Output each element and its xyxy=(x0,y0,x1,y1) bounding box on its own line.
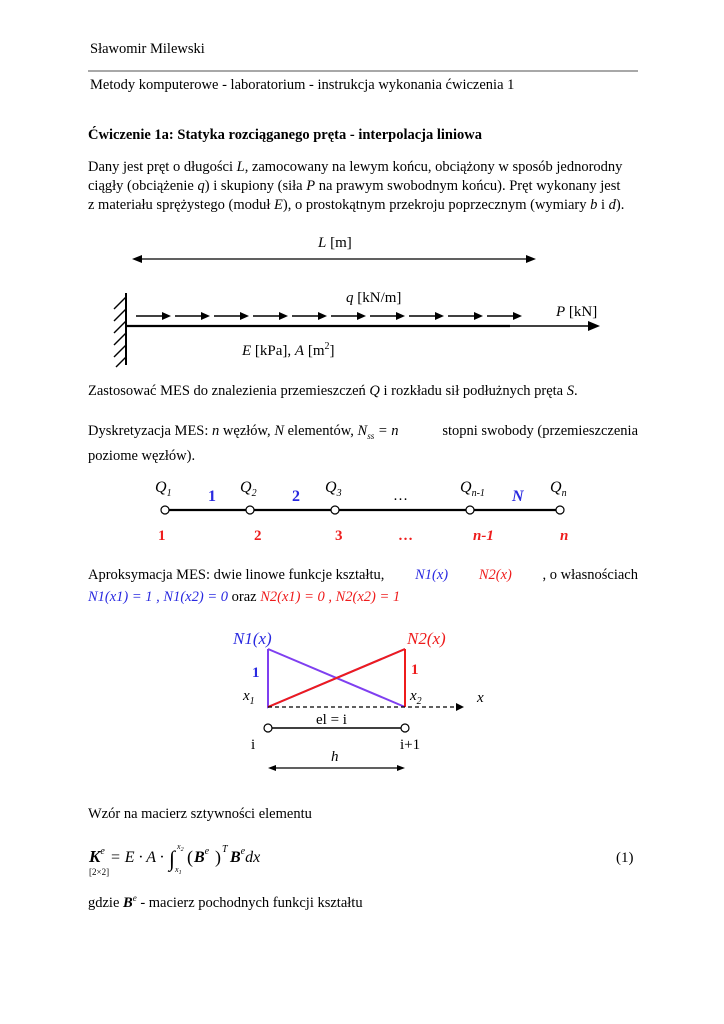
mesh-diagram xyxy=(130,470,600,550)
element-label-2: 2 xyxy=(292,488,300,505)
svg-text:= E · A ·: = E · A · xyxy=(110,849,164,866)
material-label: E [kPa], A $[m^2]$ xyxy=(242,341,335,359)
force-label: P [kN] xyxy=(556,304,598,320)
goal-line: Zastosować MES do znalezienia przemieszczeń Q i rozkładu sił podłużnych pręta S. xyxy=(88,383,578,399)
mesh-node xyxy=(466,506,474,514)
author: Sławomir Milewski xyxy=(90,41,205,57)
discretization-paragraph xyxy=(88,421,638,466)
N1-label: N1(x) xyxy=(415,567,449,583)
approx-line-1: Aproksymacja MES: dwie linowe funkcje kształtu, N1(x) N2(x) , o własnościach xyxy=(88,567,638,583)
node-i1-label: i+1 xyxy=(400,737,421,753)
where-line: gdzie $B^e$ - macierz pochodnych funkcji kształtu xyxy=(88,893,363,911)
support-hatch xyxy=(114,297,126,367)
node-number: … xyxy=(398,528,413,544)
node-number: n-1 xyxy=(473,528,494,544)
svg-text:Be: $B^e$ xyxy=(194,846,210,866)
load-arrowhead xyxy=(279,312,288,320)
mesh-node xyxy=(246,506,254,514)
equation-number: (1) xyxy=(616,850,634,866)
dof-label: $Q_3$ xyxy=(325,479,342,499)
load-label: q [kN/m] xyxy=(346,290,402,306)
intro-paragraph xyxy=(88,158,638,215)
svg-text:Ke: $K^e$ xyxy=(89,846,105,866)
intro-line-1: Dany jest pręt o długości L, zamocowany na lewym końcu, obciążony w sposób jednorodny xyxy=(88,159,623,175)
load-arrowhead xyxy=(474,312,483,320)
x2-label: $x_2$ xyxy=(410,688,422,707)
stiffness-intro: Wzór na macierz sztywności elementu xyxy=(88,806,312,822)
load-arrowhead xyxy=(396,312,405,320)
element-label-N: N xyxy=(512,488,524,505)
svg-text:): ) xyxy=(215,847,221,867)
svg-text:∫: ∫ xyxy=(169,846,176,871)
svg-text:x2: $x_2$ xyxy=(177,842,184,853)
intro-line-2: ciągły (obciążenie q) i skupiony (siła P na prawym swobodnym końcu). Pręt wykonany jest xyxy=(88,178,621,194)
node-number: 1 xyxy=(158,528,166,544)
dof-label: $Q_2$ xyxy=(240,479,257,499)
beam-diagram xyxy=(100,225,640,375)
header-rule xyxy=(88,70,638,72)
N2-label: N2(x) xyxy=(478,567,512,583)
svg-text:T: T xyxy=(222,844,228,855)
node-i-label: i xyxy=(251,737,256,753)
load-arrowhead xyxy=(357,312,366,320)
exercise-title: Ćwiczenie 1a: Statyka rozciąganego pręta - interpolacja liniowa xyxy=(88,127,482,143)
load-arrowhead xyxy=(513,312,522,320)
distributed-load xyxy=(136,312,522,320)
svg-text:Bedx: $B^edx$ xyxy=(230,846,261,866)
approx-line-2: N1(x1) = 1 , N1(x2) = 0 oraz N2(x1) = 0 , N2(x2) = 1 xyxy=(88,589,401,605)
mesh-node xyxy=(331,506,339,514)
node-number: n xyxy=(560,528,569,544)
node-i xyxy=(264,724,272,732)
N2-one: 1 xyxy=(411,662,419,678)
element-label: el = i xyxy=(316,712,347,728)
shape-function-diagram xyxy=(220,620,520,780)
mesh-node xyxy=(556,506,564,514)
svg-text:x1: $x_1$ xyxy=(175,865,182,876)
mesh-dots: … xyxy=(393,488,408,504)
dof-label: $Q_1$ xyxy=(155,479,172,499)
dof-label: $Q_{n-1}$ xyxy=(460,479,485,499)
load-arrowhead xyxy=(240,312,249,320)
load-arrowhead xyxy=(318,312,327,320)
node-number: 3 xyxy=(335,528,343,544)
load-arrowhead xyxy=(162,312,171,320)
mesh-node xyxy=(161,506,169,514)
discretization-line-1: Dyskretyzacja MES: n węzłów, N elementów, $N_{ss} = n$ stopni swobody (przemieszczenia xyxy=(88,423,638,441)
load-arrowhead xyxy=(435,312,444,320)
N2-graph-label: N2(x) xyxy=(407,629,446,648)
svg-text:(: ( xyxy=(187,847,193,867)
dof-label: $Q_n$ xyxy=(550,479,567,499)
node-number: 2 xyxy=(254,528,262,544)
load-arrowhead xyxy=(201,312,210,320)
N1-graph-label: N1(x) xyxy=(233,629,272,648)
element-label-1: 1 xyxy=(208,488,216,505)
stiffness-formula xyxy=(86,838,646,880)
intro-line-3: z materiału sprężystego (moduł E), o prostokątnym przekroju poprzecznym (wymiary b i d). xyxy=(88,197,625,213)
N1-one: 1 xyxy=(252,665,260,681)
length-label: L [m] xyxy=(318,235,352,251)
matrix-size: [2×2] xyxy=(89,867,110,877)
x1-label: $x_1$ xyxy=(243,688,255,707)
x-axis-label: x xyxy=(477,690,484,706)
discretization-line-2: poziome węzłów). xyxy=(88,447,196,464)
h-label: h xyxy=(331,749,339,765)
node-i1 xyxy=(401,724,409,732)
course-line: Metody komputerowe - laboratorium - instrukcja wykonania ćwiczenia 1 xyxy=(90,77,515,93)
